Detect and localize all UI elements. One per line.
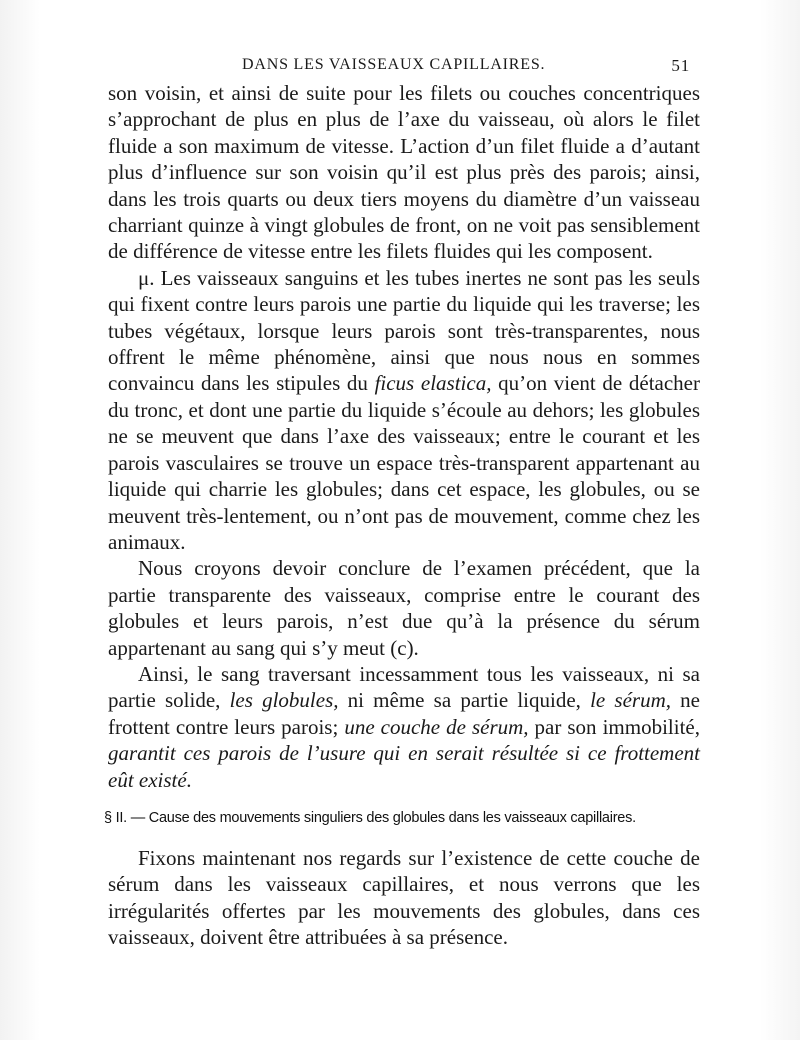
italic-term: les globules, (229, 688, 339, 713)
body-text (108, 80, 700, 793)
paragraph-text: ne frottent contre leurs parois; (108, 688, 700, 739)
italic-term: ficus elastica, (374, 371, 492, 396)
running-head (116, 56, 690, 80)
paragraph-text: Nous croyons devoir conclure de l’examen précédent, que la partie transparente des vaisseaux, comprise entre le courant des globules et leurs parois, n’est due qu’à la présence du sérum appartenant au sang qui s’y meut (c). (108, 556, 700, 660)
paragraph-ainsi (108, 661, 700, 793)
paragraph-continuation (108, 80, 700, 265)
section-heading: § II. — Cause des mouvements singuliers des globules dans les vaisseaux capillaires. (104, 810, 636, 826)
running-title: DANS LES VAISSEAUX CAPILLAIRES. (242, 56, 546, 73)
paragraph-text: μ. Les vaisseaux sanguins et les tubes inertes ne sont pas les seuls qui fixent contre leurs parois une partie du liquide qui les traverse; les tubes végétaux, lorsque leurs parois sont très-transparentes, nous offrent le même phénomène, ainsi que nous nous en sommes convaincu dans les stipules du (108, 265, 700, 396)
body-text-final (108, 845, 700, 951)
italic-term: le sérum, (590, 688, 671, 713)
paragraph-text: par son immobilité, (528, 714, 700, 739)
paragraph-conclusion (108, 555, 700, 661)
paragraph-text: Fixons maintenant nos regards sur l’existence de cette couche de sérum dans les vaisseaux capillaires, et nous verrons que les irrégularités offertes par les mouvements des globules, dans ces vaisseaux, doivent être attribuées à sa présence. (108, 846, 700, 950)
paragraph-fixons (108, 845, 700, 951)
paragraph-text: Ainsi, le sang traversant incessamment tous les vaisseaux, ni sa partie solide, (108, 661, 700, 713)
paragraph-mu (108, 265, 700, 555)
page-number: 51 (671, 56, 690, 75)
paragraph-text: son voisin, et ainsi de suite pour les filets ou couches concentriques s’approchant de plus en plus de l’axe du vaisseau, où alors le filet fluide a son maximum de vitesse. L’action d’un filet fluide a d’autant plus d’influence sur son voisin qu’il est plus près des parois; ainsi, dans les trois quarts ou deux tiers moyens du diamètre d’un vaisseau charriant quinze à vingt globules de front, on ne voit pas sensiblement de différence de vitesse entre les filets fluides qui les composent. (108, 81, 700, 264)
italic-term: garantit ces parois de l’usure qui en serait résultée si ce frottement eût existé. (108, 741, 700, 792)
paragraph-text: ni même sa partie liquide, (338, 688, 591, 713)
italic-term: une couche de sérum, (344, 714, 529, 739)
paragraph-text: qu’on vient de détacher du tronc, et dont une partie du liquide s’écoule au dehors; les globules ne se meuvent que dans l’axe des vaisseaux; entre le courant et les parois vasculaires se trouve un espace très-transparent appartenant au liquide qui charrie les globules; dans cet espace, les globules, ou se meuvent très-lentement, ou n’ont pas de mouvement, comme chez les animaux. (108, 371, 700, 554)
